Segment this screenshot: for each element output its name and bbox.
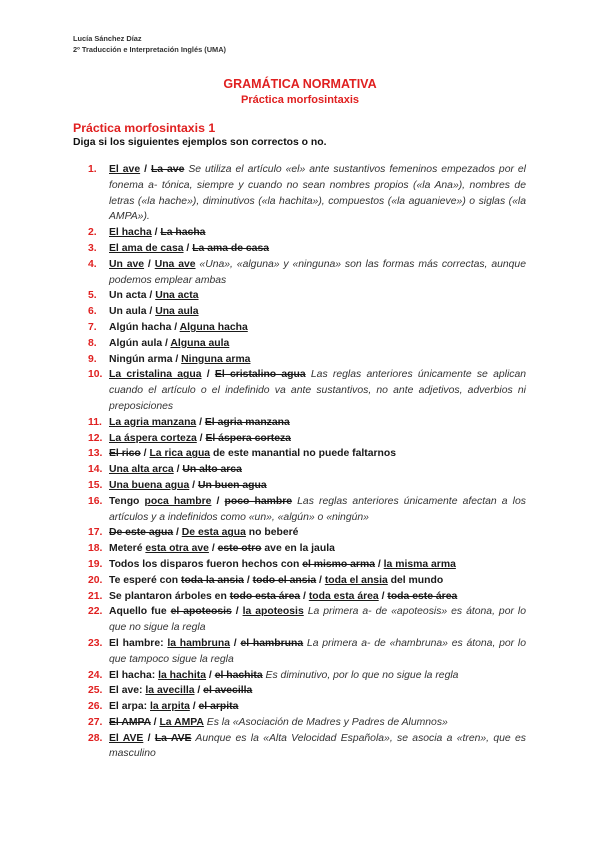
sentence-text: Un acta / <box>109 290 156 302</box>
explanation-note: Es diminutivo, por lo que no sigue la regla <box>262 669 459 681</box>
sentence-text: Te esperé con <box>109 574 181 586</box>
sentence-text: / <box>173 527 182 539</box>
list-item <box>88 494 526 526</box>
correct-form: Alguna hacha <box>179 321 248 333</box>
sentence-text: / <box>243 574 253 586</box>
incorrect-form: La ave <box>150 164 185 175</box>
correct-form: esta otra ave <box>145 543 209 555</box>
incorrect-form: toda la ansia <box>181 574 244 586</box>
incorrect-form: el apoteosis <box>170 606 232 618</box>
document-header <box>73 33 226 55</box>
sentence-text: / <box>211 495 225 507</box>
sentence-text: ave en la jaula <box>261 543 335 555</box>
correct-form: Una buena agua <box>109 479 190 491</box>
list-item <box>88 541 526 557</box>
item-number: 16. <box>88 495 103 507</box>
item-number: 15. <box>88 479 103 491</box>
list-item <box>88 320 526 336</box>
list-item <box>88 636 526 668</box>
document-title: GRAMÁTICA NORMATIVA <box>223 77 377 91</box>
list-item <box>88 241 526 257</box>
incorrect-form: El agria manzana <box>204 416 290 428</box>
explanation-note: Aunque es la «Alta Velocidad Española», se asocia a «tren», que es masculino <box>109 732 526 760</box>
item-number: 21. <box>88 590 103 602</box>
item-number: 5. <box>88 290 97 302</box>
sentence-text: Un aula / <box>109 306 156 318</box>
item-number: 25. <box>88 685 103 697</box>
list-item <box>88 304 526 320</box>
item-number: 3. <box>88 242 97 254</box>
list-item <box>88 336 526 352</box>
incorrect-form: el hambruna <box>240 637 304 649</box>
explanation-note: «Una», «alguna» y «ninguna» son las formas más correctas, aunque podemos emplear ambas <box>109 258 526 286</box>
item-number: 19. <box>88 558 103 570</box>
sentence-text: / <box>208 543 218 555</box>
correct-form: la apoteosis <box>242 606 304 618</box>
item-number: 27. <box>88 716 103 728</box>
sentence-text: / <box>300 590 309 602</box>
incorrect-form: La hacha <box>160 227 206 239</box>
correct-form: toda esta área <box>308 590 379 602</box>
list-item <box>88 431 526 447</box>
sentence-text: Todos los disparos fueron hechos con <box>109 558 303 570</box>
list-item <box>88 525 526 541</box>
sentence-text: del mundo <box>387 574 444 586</box>
correct-form: La áspera corteza <box>109 432 197 444</box>
sentence-text: Tengo <box>109 495 145 507</box>
explanation-note: La primera a- de «hambruna» es átona, por lo que tampoco sigue la regla <box>109 637 526 665</box>
correct-form: Alguna aula <box>170 337 230 349</box>
sentence-text: / <box>196 432 206 444</box>
sentence-text: Aquello fue <box>109 606 171 618</box>
incorrect-form: el arpita <box>198 701 239 713</box>
sentence-text: / <box>189 479 198 491</box>
document-subtitle: Práctica morfosintaxis <box>241 94 359 106</box>
sentence-text: / <box>173 464 183 476</box>
explanation-note: Las reglas anteriores únicamente se aplican cuando el artículo o el indefinido va ante sustantivos, no ante adjetivos, adverbios ni preposiciones <box>109 369 527 412</box>
correct-form: El ama de casa <box>109 242 184 254</box>
list-item <box>88 573 526 589</box>
item-number: 14. <box>88 464 103 476</box>
correct-form: La cristalina agua <box>109 369 202 381</box>
sentence-text: / <box>151 227 161 239</box>
item-number: 10. <box>88 369 103 381</box>
correct-form: La agria manzana <box>109 416 197 428</box>
sentence-text: de este manantial no puede faltarnos <box>210 448 396 460</box>
incorrect-form: La AVE <box>154 732 192 744</box>
correct-form: Un ave <box>109 258 145 270</box>
sentence-text: / <box>201 369 215 381</box>
correct-form: Una ave <box>154 258 196 270</box>
item-number: 8. <box>88 337 97 349</box>
exercise-list <box>88 162 526 762</box>
correct-form: Ninguna arma <box>181 353 251 365</box>
item-number: 18. <box>88 543 103 555</box>
item-number: 12. <box>88 432 103 444</box>
item-number: 2. <box>88 227 97 239</box>
sentence-text: Algún hacha / <box>109 321 180 333</box>
section-heading: Práctica morfosintaxis 1 <box>73 121 216 135</box>
correct-form: La rica agua <box>149 448 211 460</box>
correct-form: La AMPA <box>159 716 204 728</box>
sentence-text: no beberé <box>245 527 299 539</box>
incorrect-form: poco hambre <box>224 495 293 507</box>
correct-form: la avecilla <box>145 685 195 697</box>
sentence-text: / <box>230 637 241 649</box>
list-item <box>88 715 526 731</box>
item-number: 28. <box>88 732 103 744</box>
correct-form: la hachita <box>158 669 207 681</box>
item-number: 26. <box>88 701 103 713</box>
explanation-note: Las reglas anteriores únicamente afectan a los artículos y a indefinidos como «un», «algún» o «ningún» <box>109 495 526 523</box>
item-number: 24. <box>88 669 103 681</box>
sentence-text: / <box>206 669 215 681</box>
item-number: 6. <box>88 306 97 318</box>
list-item <box>88 731 526 763</box>
list-item <box>88 446 526 462</box>
item-number: 13. <box>88 448 103 460</box>
list-item <box>88 352 526 368</box>
list-item <box>88 683 526 699</box>
correct-form: toda el ansia <box>324 574 388 586</box>
list-item <box>88 557 526 573</box>
correct-form: Una acta <box>155 290 199 302</box>
sentence-text: / <box>144 258 155 270</box>
correct-form: Una aula <box>155 306 199 318</box>
incorrect-form: El rico <box>109 448 141 460</box>
correct-form: El ave <box>109 164 141 175</box>
correct-form: Una alta arca <box>109 464 174 476</box>
sentence-text: / <box>231 606 243 618</box>
correct-form: El AVE <box>109 732 144 744</box>
list-item <box>88 162 526 225</box>
correct-form: poca hambre <box>144 495 212 507</box>
sentence-text: El hambre: <box>109 637 168 649</box>
sentence-text: / <box>189 701 199 713</box>
sentence-text: / <box>150 716 160 728</box>
sentence-text: El ave: <box>109 685 146 697</box>
list-item <box>88 604 526 636</box>
sentence-text: Se plantaron árboles en <box>109 590 230 602</box>
list-item <box>88 589 526 605</box>
correct-form: De esta agua <box>181 527 246 539</box>
incorrect-form: Un alto arca <box>182 464 242 476</box>
incorrect-form: todo esta área <box>229 590 301 602</box>
item-number: 7. <box>88 321 97 333</box>
sentence-text: / <box>140 164 151 175</box>
correct-form: la arpita <box>150 701 190 713</box>
incorrect-form: el hachita <box>214 669 263 681</box>
sentence-text: Algún aula / <box>109 337 171 349</box>
correct-form: la hambruna <box>167 637 231 649</box>
sentence-text: Meteré <box>109 543 146 555</box>
incorrect-form: El cristalino agua <box>214 369 306 381</box>
item-number: 1. <box>88 164 97 175</box>
sentence-text: / <box>194 685 204 697</box>
incorrect-form: todo el ansia <box>252 574 317 586</box>
incorrect-form: Un buen agua <box>197 479 267 491</box>
list-item <box>88 415 526 431</box>
list-item <box>88 668 526 684</box>
item-number: 17. <box>88 527 103 539</box>
explanation-note: Se utiliza el artículo «el» ante sustantivos femeninos empezados por el fonema a- tónica, siempre y cuando no sean nombres propios («la Ana»), nombres de letras («la hache»), diminutivos («la hachita»), compuestos («la aguanieve») o siglas («la AMPA»). <box>109 164 526 223</box>
item-number: 23. <box>88 637 103 649</box>
item-number: 9. <box>88 353 97 365</box>
correct-form: El hacha <box>109 227 152 239</box>
sentence-text: El hacha: <box>109 669 159 681</box>
item-number: 20. <box>88 574 103 586</box>
sentence-text: / <box>196 416 205 428</box>
author-name: Lucía Sánchez Díaz <box>73 34 142 43</box>
list-item <box>88 478 526 494</box>
incorrect-form: El AMPA <box>109 716 151 728</box>
explanation-note: La primera a- de «apoteosis» es átona, por lo que no sigue la regla <box>109 606 526 634</box>
sentence-text: / <box>143 732 155 744</box>
list-item <box>88 699 526 715</box>
incorrect-form: este otro <box>217 543 262 555</box>
incorrect-form: La ama de casa <box>192 242 270 254</box>
list-item <box>88 225 526 241</box>
incorrect-form: toda este área <box>387 590 458 602</box>
list-item <box>88 257 526 289</box>
section-instruction: Diga si los siguientes ejemplos son correctos o no. <box>73 137 327 148</box>
sentence-text: / <box>378 590 388 602</box>
incorrect-form: El áspera corteza <box>205 432 291 444</box>
explanation-note: Es la «Asociación de Madres y Padres de Alumnos» <box>203 716 448 728</box>
incorrect-form: el mismo arma <box>302 558 375 570</box>
item-number: 22. <box>88 606 103 618</box>
sentence-text: / <box>316 574 325 586</box>
item-number: 11. <box>88 416 102 428</box>
sentence-text: / <box>183 242 193 254</box>
sentence-text: / <box>375 558 384 570</box>
sentence-text: / <box>140 448 150 460</box>
item-number: 4. <box>88 258 97 270</box>
course-name: 2º Traducción e Interpretación Inglés (UMA) <box>73 45 227 54</box>
correct-form: la misma arma <box>383 558 456 570</box>
list-item <box>88 288 526 304</box>
sentence-text: Ningún arma / <box>109 353 182 365</box>
list-item <box>88 462 526 478</box>
incorrect-form: el avecilla <box>203 685 253 697</box>
list-item <box>88 367 526 414</box>
sentence-text: El arpa: <box>109 701 150 713</box>
incorrect-form: De este agua <box>109 527 174 539</box>
